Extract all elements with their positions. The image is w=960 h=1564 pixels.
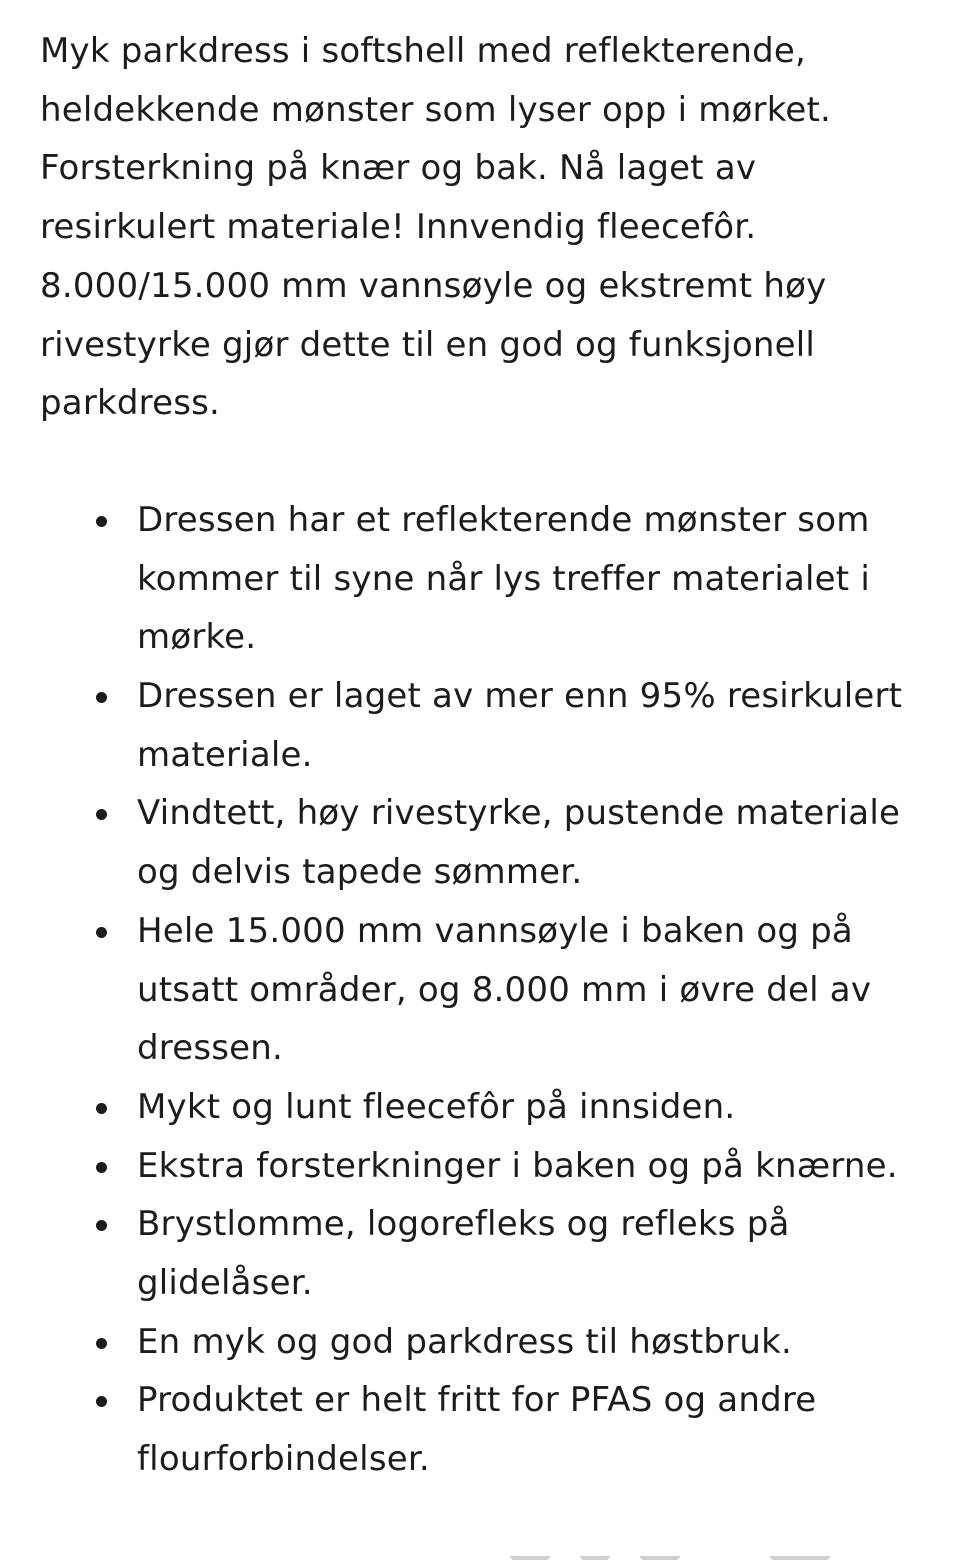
- text-fragment: [770, 1556, 830, 1560]
- list-item: [137, 1195, 920, 1312]
- list-item: [137, 784, 920, 901]
- feature-text: Vindtett, høy rivestyrke, pustende materiale og delvis tapede sømmer.: [137, 793, 901, 893]
- feature-text: Brystlomme, logorefleks og refleks på glidelåser.: [137, 1204, 790, 1304]
- list-item: [137, 1078, 920, 1137]
- list-item: [137, 491, 920, 667]
- feature-text: Mykt og lunt fleecefôr på innsiden.: [137, 1086, 736, 1127]
- cut-off-text-fragment: [0, 1556, 960, 1564]
- list-item: [137, 1371, 920, 1488]
- feature-text: Ekstra forsterkninger i baken og på knærne.: [137, 1145, 898, 1186]
- feature-text: Produktet er helt fritt for PFAS og andre flourforbindelser.: [137, 1380, 817, 1480]
- feature-text: Dressen er laget av mer enn 95% resirkulert materiale.: [137, 676, 903, 775]
- description-intro: Myk parkdress i softshell med reflekterende, heldekkende mønster som lyser opp i mørket. Forsterkning på knær og bak. Nå laget av resirkulert materiale! Innvendig fleecefôr. 8.000/15.000 mm vannsøyle og ekstremt høy rivestyrke gjør dette til en god og funksjonell parkdress.: [40, 31, 832, 424]
- text-fragment: [640, 1556, 680, 1560]
- text-fragment: [510, 1556, 550, 1560]
- text-fragment: [580, 1556, 610, 1560]
- list-item: [137, 1137, 920, 1196]
- product-description: [40, 22, 920, 1489]
- list-item: [137, 667, 920, 784]
- list-item: [137, 902, 920, 1078]
- feature-text: Dressen har et reflekterende mønster som kommer til syne når lys treffer materialet i mørke.: [137, 499, 870, 658]
- feature-text: En myk og god parkdress til høstbruk.: [137, 1321, 793, 1362]
- feature-text: Hele 15.000 mm vannsøyle i baken og på utsatt områder, og 8.000 mm i øvre del av dressen.: [137, 910, 872, 1069]
- feature-list: [40, 491, 920, 1489]
- list-item: [137, 1313, 920, 1372]
